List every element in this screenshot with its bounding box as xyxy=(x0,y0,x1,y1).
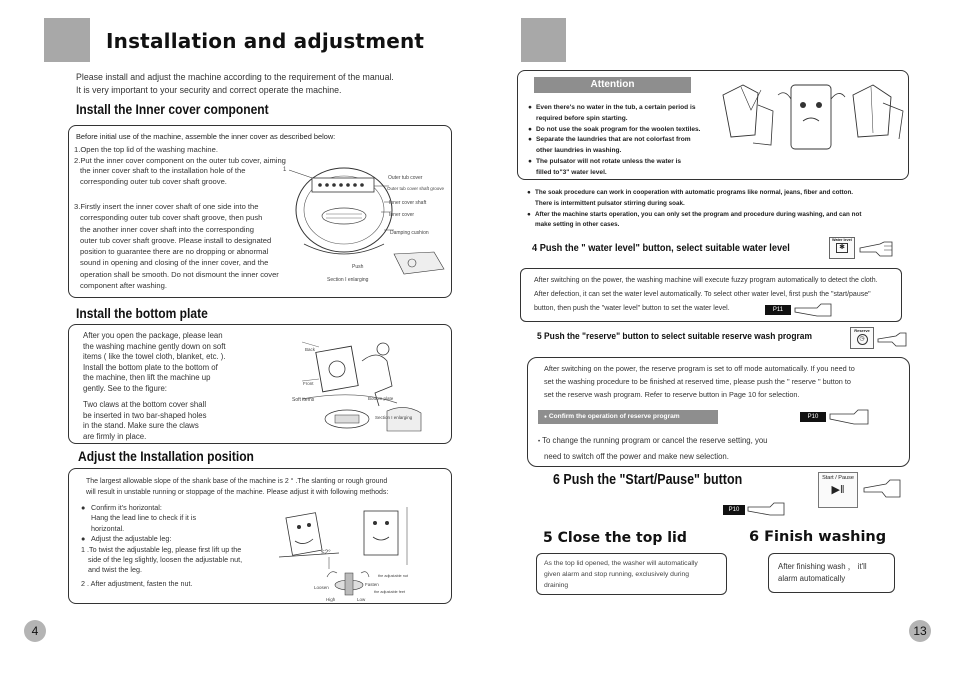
label-fasten: Fasten xyxy=(365,582,379,587)
pointing-hand-icon xyxy=(876,330,908,348)
step4-box xyxy=(520,268,902,322)
attention-box xyxy=(517,70,909,180)
label-adjustable-nut: the adjustable nut xyxy=(378,574,408,578)
bottom-plate-para2: Two claws at the bottom cover shall be inserted in two bar-shaped holes in the stand. Make sure the claws are firmly in place. xyxy=(83,400,207,441)
page-number-left: 4 xyxy=(24,620,46,642)
adjust-figure xyxy=(269,497,449,605)
label-inner-cover: Inner cover xyxy=(389,212,415,218)
label-section-enlarging: Section I enlarging xyxy=(327,277,369,283)
water-level-button[interactable] xyxy=(829,237,855,259)
step6-p10-reference: P10 xyxy=(723,505,745,515)
bullet-dot: ● xyxy=(81,534,86,544)
step5-change-text: • To change the running program or cancel the reserve setting, you need to switch off the power and make new selection. xyxy=(538,436,768,461)
bullet-dot: ● xyxy=(544,414,548,420)
label-angle: ≤2° xyxy=(321,549,331,556)
finish-washing-box xyxy=(768,553,895,593)
step6-heading: 6 Push the "Start/Pause" button xyxy=(553,472,743,488)
label-inner-cover-shaft: Inner cover shaft xyxy=(389,200,427,206)
inner-cover-heading: Install the Inner cover component xyxy=(76,101,269,117)
label-push: Push xyxy=(352,264,364,270)
bullet-dot: ● xyxy=(528,136,532,144)
pointing-hand-icon xyxy=(746,501,786,517)
attention-list: ● Even there's no water in the tub, a certain period is required before spin starting. ● Do not use the soak program for the woolen textiles. ● Separate the laundries that are not colorfast from other laundries in washing. ● The pulsator will not rotate unless the water is filled to"3" water level. xyxy=(528,104,701,176)
play-pause-icon: ▶‖ xyxy=(831,484,845,496)
inner-cover-step3: 3.Firstly insert the inner cover shaft of one side into the corresponding outer tub cover shaft groove, then push the another inner cover shaft into the corresponding outer tub cover shaft groove. Please install to designated position to guarantee there are no dropping or abnormal sound in opening and closing of the inner cover, and the operation shall be smooth. Do not dismount the inner cover component after washing. xyxy=(74,202,279,291)
label-bottom-section: Section I enlarging xyxy=(375,415,413,420)
bullet-dot: ● xyxy=(528,157,532,165)
label-soft-items: Soft items xyxy=(292,397,315,403)
label-damping-cushion: Damping cushion xyxy=(390,230,429,236)
start-pause-button[interactable] xyxy=(818,472,858,508)
p10-reference: P10 xyxy=(800,412,826,422)
close-lid-text: As the top lid opened, the washer will automatically given alarm and stop running, exclusively during draining xyxy=(544,560,698,589)
page-title: Installation and adjustment xyxy=(106,29,425,53)
confirm-reserve-bar: ● Confirm the operation of reserve program xyxy=(538,410,718,424)
label-outer-tub-groove: Outer tub cover shaft groove xyxy=(387,186,445,191)
label-front: Front xyxy=(303,381,314,386)
adjust-box xyxy=(68,468,452,604)
label-number-1: 1 xyxy=(283,167,287,173)
inner-cover-box xyxy=(68,125,452,298)
reserve-button[interactable] xyxy=(850,327,874,349)
bullet-dot: ● xyxy=(527,210,531,218)
finish-washing-heading: 6 Finish washing xyxy=(749,529,887,545)
inner-cover-figure xyxy=(284,164,449,289)
finish-washing-text: After finishing wash ， it'll alarm automatically xyxy=(778,562,867,583)
step5-text: After switching on the power, the reserve program is set to off mode automatically. If you need to set the washing procedure to be finished at reserved time, please push the " reserve " button to set the reserve wash program. Refer to reserve button in Page 10 for selection. xyxy=(544,364,855,399)
label-loosen: Loosen xyxy=(314,585,329,590)
adjust-heading: Adjust the Installation position xyxy=(78,448,254,464)
step4-text: After switching on the power, the washing machine will execute fuzzy program automatically to detect the cloth. After defection, it can set the water level automatically. To select other water level, first push the "start/pause" button, then push the "water level" button to set the water level. xyxy=(534,277,878,312)
attention-label: Attention xyxy=(534,77,691,93)
bottom-plate-para1: After you open the package, please lean the washing machine gently down on soft items ( like the towel cloth, blanket, etc. ). Install the bottom plate to the bottom of the machine, then lift the machine up gently. See to the figure: xyxy=(83,331,226,393)
pointing-hand-icon xyxy=(858,238,894,258)
pointing-hand-icon xyxy=(793,302,833,318)
right-header-tab xyxy=(521,18,566,62)
intro-text: Please install and adjust the machine according to the requirement of the manual. It is very important to your security and correct operate the machine. xyxy=(76,72,394,95)
label-bottom-plate: Bottom plate xyxy=(368,396,394,401)
reserve-button-label: Reserve xyxy=(854,328,870,333)
water-level-icon: ✱ xyxy=(836,243,848,253)
step4-heading: 4 Push the " water level" button, select suitable water level xyxy=(532,242,790,254)
step5-heading: 5 Push the "reserve" button to select suitable reserve wash program xyxy=(537,331,812,342)
adjust-lead: The largest allowable slope of the shank base of the machine is 2 ° .The slanting or rough ground will result in unstable running or stoppage of the machine. Please adjust it with following methods: xyxy=(86,478,389,496)
label-outer-tub-cover: Outer tub cover xyxy=(388,175,423,181)
bullet-dot: ● xyxy=(81,503,86,512)
step5-box xyxy=(527,357,910,467)
pointing-hand-icon xyxy=(828,408,870,426)
soak-notes: ● The soak procedure can work in cooperation with automatic programs like normal, jeans, fiber and cotton. There is intermittent pulsator stirring during soak. ● After the machine starts operation, you can only set the program and procedure during washing, and can not make setting in other cases. xyxy=(527,189,862,229)
close-lid-heading: 5 Close the top lid xyxy=(543,530,687,546)
pointing-hand-icon xyxy=(862,477,902,499)
page-number-right: 13 xyxy=(909,620,931,642)
bullet-dot: • xyxy=(538,439,541,445)
label-high: High xyxy=(326,597,336,602)
start-pause-button-label: Start / Pause xyxy=(822,475,854,481)
p11-reference: P11 xyxy=(765,305,791,315)
inner-cover-steps: 1.Open the top lid of the washing machine. 2.Put the inner cover component on the outer tub cover, aiming the inner cover shaft to the installation hole of the corresponding outer tub cover shaft groove. xyxy=(74,145,286,186)
left-header-tab xyxy=(44,18,90,62)
clock-icon: ◷ xyxy=(857,334,868,345)
water-level-button-label: Water level xyxy=(832,238,852,242)
label-adjustable-feet: the adjustable feet xyxy=(374,590,406,594)
bullet-dot: ● xyxy=(527,189,531,196)
bullet-dot: ● xyxy=(528,104,532,111)
bottom-plate-box xyxy=(68,324,452,444)
label-low: Low xyxy=(357,597,366,602)
adjust-methods: ● Confirm it's horizontal: Hang the lead line to check if it is horizontal. ● Adjust the adjustable leg: 1 .To twist the adjustable leg, please first lift up the side of the leg slightly, loosen the adjustable nut, and twist the leg. 2 . After adjustment, fasten the nut. xyxy=(81,503,243,588)
inner-cover-lead: Before initial use of the machine, assemble the inner cover as described below: xyxy=(76,132,336,141)
bottom-plate-heading: Install the bottom plate xyxy=(76,305,208,321)
label-back: Back xyxy=(305,347,316,352)
close-lid-box xyxy=(536,553,727,595)
bullet-dot: ● xyxy=(528,125,532,133)
clothes-illustration xyxy=(713,75,905,175)
